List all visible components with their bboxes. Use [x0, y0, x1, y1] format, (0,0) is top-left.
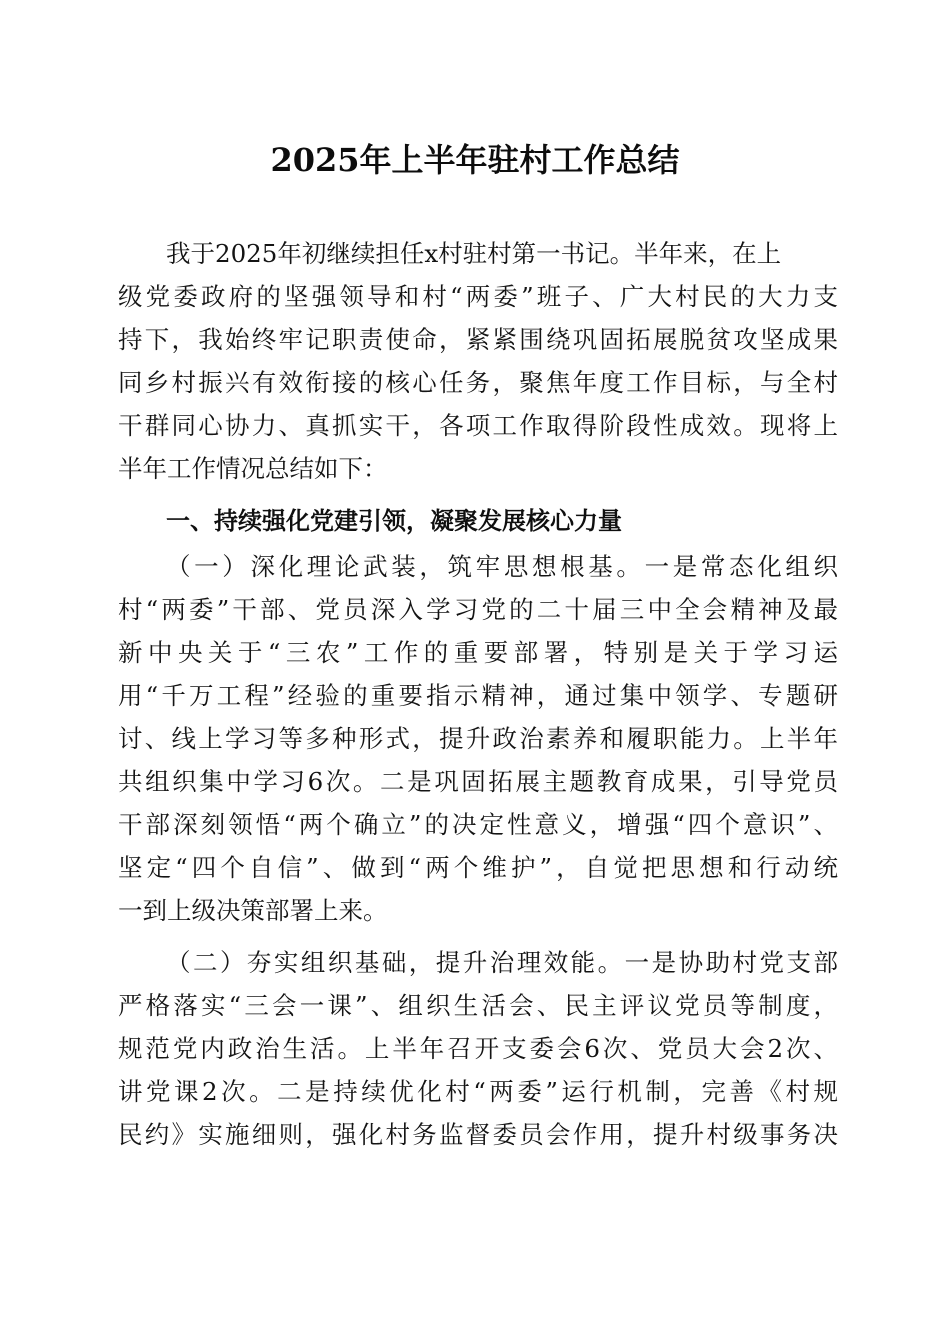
paragraph-line: 坚定“四个自信”、做到“两个维护”，自觉把思想和行动统: [118, 853, 838, 882]
paragraph-line: 严格落实“三会一课”、组织生活会、民主评议党员等制度，: [118, 991, 838, 1020]
paragraph-line: 半年工作情况总结如下：: [118, 454, 388, 483]
paragraph-line: 村“两委”干部、党员深入学习党的二十届三中全会精神及最: [118, 595, 838, 624]
paragraph-line: 讨、线上学习等多种形式，提升政治素养和履职能力。上半年: [118, 724, 838, 753]
paragraph-line: 级党委政府的坚强领导和村“两委”班子、广大村民的大力支: [118, 282, 838, 311]
paragraph-line: 干群同心协力、真抓实干，各项工作取得阶段性成效。现将上: [118, 411, 838, 440]
paragraph-line: 规范党内政治生活。上半年召开支委会6次、党员大会2次、: [118, 1034, 838, 1063]
paragraph-line: 我于2025年初继续担任x村驻村第一书记。半年来，在上: [166, 239, 782, 268]
paragraph-line: （一）深化理论武装，筑牢思想根基。一是常态化组织: [166, 552, 838, 581]
paragraph-line: 共组织集中学习6次。二是巩固拓展主题教育成果，引导党员: [118, 767, 838, 796]
paragraph-line: 一到上级决策部署上来。: [118, 896, 388, 925]
section-heading: 一、持续强化党建引领，凝聚发展核心力量: [166, 507, 622, 535]
paragraph-line: 民约》实施细则，强化村务监督委员会作用，提升村级事务决: [118, 1120, 838, 1149]
paragraph-line: 持下，我始终牢记职责使命，紧紧围绕巩固拓展脱贫攻坚成果: [118, 325, 838, 354]
paragraph-line: 讲党课2次。二是持续优化村“两委”运行机制，完善《村规: [118, 1077, 838, 1106]
paragraph-line: 用“千万工程”经验的重要指示精神，通过集中领学、专题研: [118, 681, 838, 710]
paragraph-line: （二）夯实组织基础，提升治理效能。一是协助村党支部: [166, 948, 838, 977]
document-title: 2025年上半年驻村工作总结: [270, 141, 680, 179]
paragraph-line: 新中央关于“三农”工作的重要部署，特别是关于学习运: [118, 638, 838, 667]
paragraph-line: 同乡村振兴有效衔接的核心任务，聚焦年度工作目标，与全村: [118, 368, 838, 397]
paragraph-line: 干部深刻领悟“两个确立”的决定性意义，增强“四个意识”、: [118, 810, 838, 839]
